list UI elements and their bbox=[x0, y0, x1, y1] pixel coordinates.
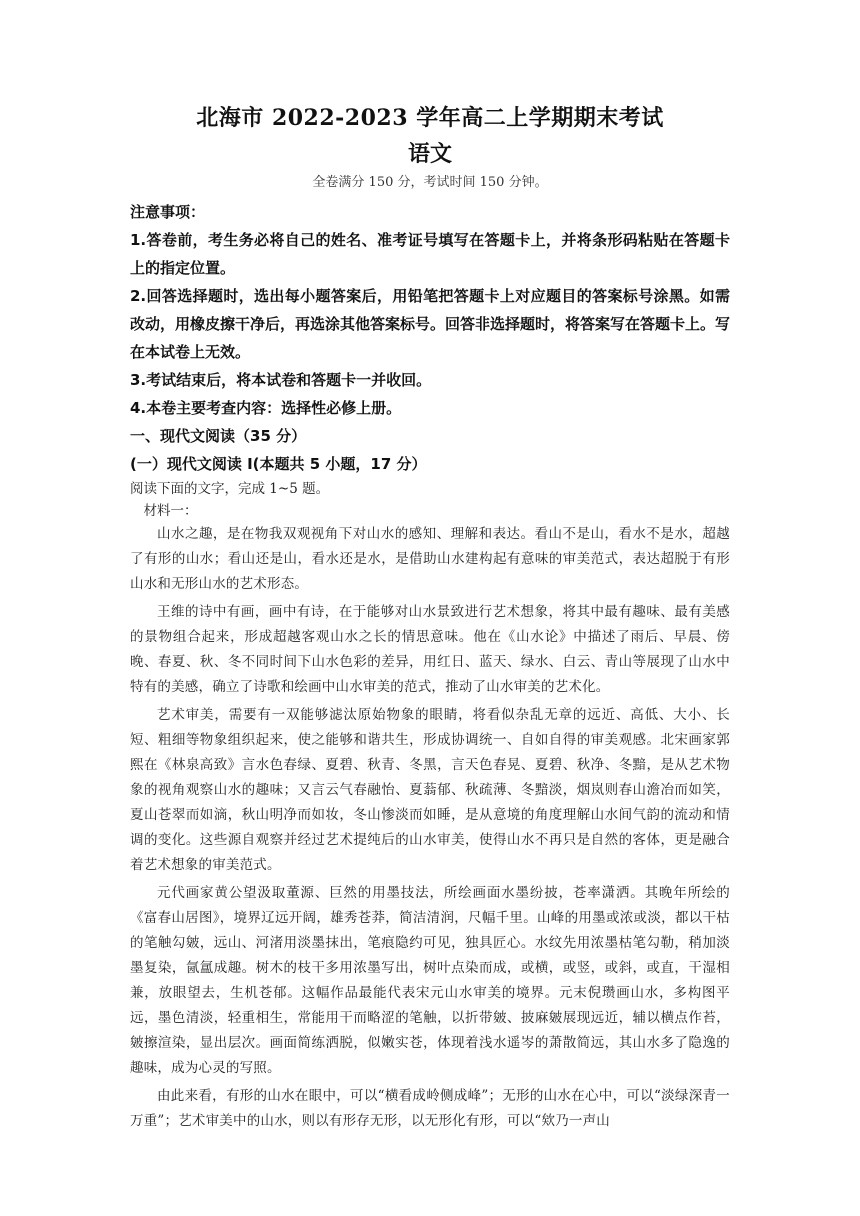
passage-paragraph: 艺术审美，需要有一双能够滤汰原始物象的眼睛，将看似杂乱无章的远近、高低、大小、长短、粗细等物象组织起来，使之能够和谐共生，形成协调统一、自如自得的审美观感。北宋画家郭熙在《林泉高致》言水色春绿、夏碧、秋青、冬黑，言天色春晃、夏碧、秋净、冬黯，是从艺术物象的视角观察山水的趣味；又言云气春融怡、夏蓊郁、秋疏薄、冬黯淡，烟岚则春山澹冶而如笑，夏山苍翠而如滴，秋山明净而如妆，冬山惨淡而如睡，是从意境的角度理解山水间气韵的流动和情调的变化。这些源自观察并经过艺术提纯后的山水审美，使得山水不再只是自然的客体，更是融合着艺术想象的审美范式。 bbox=[130, 707, 730, 873]
notice-heading: 注意事项： bbox=[130, 203, 206, 221]
passage-paragraph: 元代画家黄公望汲取董源、巨然的用墨技法，所绘画面水墨纷披，苍率潇洒。其晚年所绘的《富春山居图》，境界辽远开阔，雄秀苍莽，简洁清润，尺幅千里。山峰的用墨或浓或淡，都以干枯的笔触勾皴，远山、河渚用淡墨抹出，笔痕隐约可见，独具匠心。水纹先用浓墨枯笔勾勒，稍加淡墨复染，氤氲成趣。树木的枝干多用浓墨写出，树叶点染而成，或横，或竖，或斜，或直，干湿相兼，放眼望去，生机苍郁。这幅作品最能代表宋元山水审美的境界。元末倪瓒画山水，多构图平远，墨色清淡，轻重相生，常能用干而略涩的笔触，以折带皴、披麻皴展现远近，辅以横点作苔，皴擦渲染，显出层次。画面简练洒脱，似嫩实苍，体现着浅水遥岑的萧散简远，其山水多了隐逸的趣味，成为心灵的写照。 bbox=[130, 885, 730, 1076]
notice-item: 2.回答选择题时，选出每小题答案后，用铅笔把答题卡上对应题目的答案标号涂黑。如需改动，用橡皮擦干净后，再选涂其他答案标号。回答非选择题时，将答案写在答题卡上。写在本试卷上无效。 bbox=[130, 287, 731, 361]
material-label: 材料一： bbox=[143, 503, 198, 519]
exam-meta: 全卷满分 150 分，考试时间 150 分钟。 bbox=[312, 175, 548, 190]
passage-paragraph: 山水之趣，是在物我双观视角下对山水的感知、理解和表达。看山不是山，看水不是水，超越了有形的山水；看山还是山，看水还是水，是借助山水建构起有意味的审美范式，表达超脱于有形山水和无形山水的艺术形态。 bbox=[130, 526, 730, 592]
notice-item: 4.本卷主要考查内容：选择性必修上册。 bbox=[130, 399, 402, 417]
reading-instruction: 阅读下面的文字，完成 1~5 题。 bbox=[130, 481, 330, 497]
notice-item: 1.答卷前，考生务必将自己的姓名、准考证号填写在答题卡上，并将条形码粘贴在答题卡上的指定位置。 bbox=[130, 231, 730, 277]
passage-paragraph: 王维的诗中有画，画中有诗，在于能够对山水景致进行艺术想象，将其中最有趣味、最有美感的景物组合起来，形成超越客观山水之长的情思意味。他在《山水论》中描述了雨后、早晨、傍晚、春夏、秋、冬不同时间下山水色彩的差异，用红日、蓝天、绿水、白云、青山等展现了山水中特有的美感，确立了诗歌和绘画中山水审美的范式，推动了山水审美的艺术化。 bbox=[130, 604, 730, 695]
subject-title: 语文 bbox=[407, 141, 452, 167]
section-heading: 一、现代文阅读（35 分） bbox=[130, 427, 307, 445]
notice-item: 3.考试结束后，将本试卷和答题卡一并收回。 bbox=[130, 371, 432, 389]
exam-page bbox=[130, 100, 730, 1137]
passage-paragraph: 由此来看，有形的山水在眼中，可以“横看成岭侧成峰”；无形的山水在心中，可以“淡绿深青一万重”；艺术审美中的山水，则以有形存无形，以无形化有形，可以“欸乃一声山 bbox=[130, 1088, 730, 1129]
exam-title: 北海市 2022-2023 学年高二上学期期末考试 bbox=[196, 105, 664, 131]
section-subheading: (一）现代文阅读 I(本题共 5 小题，17 分） bbox=[130, 455, 427, 473]
